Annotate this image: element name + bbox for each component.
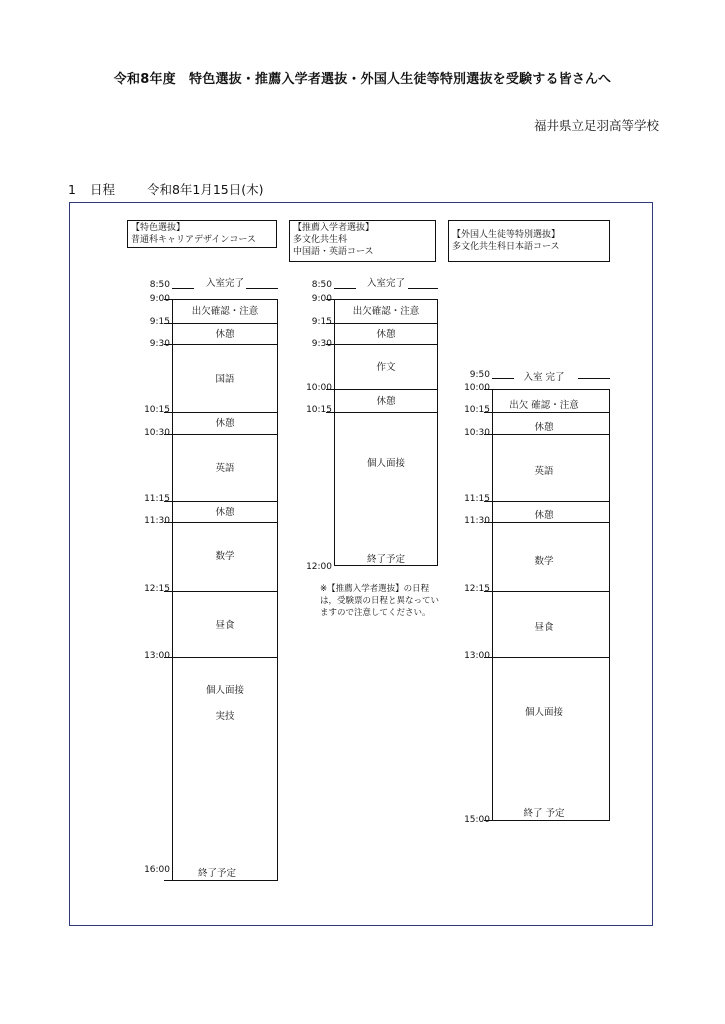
time-label: 10:15 [144, 405, 170, 415]
divider [492, 434, 610, 435]
time-tick [164, 880, 172, 881]
divider [172, 344, 278, 345]
time-tick [484, 591, 492, 592]
time-label: 10:15 [464, 405, 490, 415]
time-label: 15:00 [464, 815, 490, 825]
page-title: 令和8年度 特色選抜・推薦入学者選抜・外国人生徒等特別選抜を受験する皆さんへ [113, 72, 612, 87]
divider [172, 501, 278, 502]
block-label: 出欠確認・注意 [191, 306, 259, 317]
divider [334, 412, 438, 413]
block-label: 英語 [215, 463, 235, 474]
block-label: 入室完了 [366, 278, 405, 289]
block-label: 数学 [215, 551, 235, 562]
time-tick [484, 657, 492, 658]
suisen-note: ※【推薦入学者選抜】の日程は，受験票の日程と異なっていますので注意してください。 [320, 584, 440, 618]
block-label: 休憩 [534, 422, 554, 433]
divider [334, 389, 438, 390]
block-label: 休憩 [534, 510, 554, 521]
block-label: 数学 [534, 556, 554, 567]
section-number: 1 [68, 182, 76, 197]
divider [172, 522, 278, 523]
time-label: 9:30 [311, 339, 332, 349]
block-label: 休憩 [215, 418, 235, 429]
time-label: 9:00 [149, 294, 170, 304]
block-label: 入室完了 [205, 278, 244, 289]
divider [492, 657, 610, 658]
block-label: 終了予定 [197, 868, 236, 879]
time-label: 12:15 [464, 584, 490, 594]
block-label: 出欠 確認・注意 [509, 400, 579, 411]
block-label: 実技 [215, 711, 235, 722]
school-name: 福井県立足羽高等学校 [533, 118, 659, 133]
header-suisen-title: 【推薦入学者選抜】 [293, 223, 375, 233]
time-label: 16:00 [144, 865, 170, 875]
header-tokushoku-title: 【特色選抜】 [131, 223, 186, 233]
time-label: 12:15 [144, 584, 170, 594]
divider [172, 412, 278, 413]
header-gaikokujin-course: 多文化共生科日本語コース [452, 242, 560, 252]
divider [492, 522, 610, 523]
block-label: 昼食 [534, 622, 554, 633]
divider [172, 591, 278, 592]
header-suisen [289, 220, 436, 262]
time-label: 13:00 [464, 651, 490, 661]
time-label: 8:50 [149, 280, 170, 290]
block-label: 国語 [215, 374, 235, 385]
time-label: 10:30 [144, 428, 170, 438]
block-label: 休憩 [376, 396, 396, 407]
block-label: 休憩 [215, 507, 235, 518]
schedule-heading [68, 180, 264, 198]
time-label: 11:15 [144, 494, 170, 504]
time-tick [164, 412, 172, 413]
exam-date: 令和8年1月15日(木) [146, 182, 264, 197]
divider [492, 412, 610, 413]
time-label: 10:30 [464, 428, 490, 438]
section-label: 日程 [89, 182, 115, 197]
block-label: 作文 [376, 362, 396, 373]
time-tick [326, 412, 334, 413]
divider [492, 501, 610, 502]
time-tick [326, 389, 334, 390]
header-gaikokujin-title: 【外国人生徒等特別選抜】 [452, 230, 561, 240]
header-gaikokujin [448, 220, 610, 262]
time-tick [484, 412, 492, 413]
time-label: 11:15 [464, 494, 490, 504]
time-label: 9:30 [149, 339, 170, 349]
time-tick [164, 323, 172, 324]
divider [172, 434, 278, 435]
block-label: 個人面接 [524, 707, 563, 718]
time-tick [164, 501, 172, 502]
header-tokushoku-course: 普通科キャリアデザインコース [131, 235, 256, 245]
time-label: 8:50 [311, 280, 332, 290]
time-tick [164, 344, 172, 345]
time-label: 13:00 [144, 651, 170, 661]
time-label: 9:15 [149, 317, 170, 327]
time-label: 9:50 [469, 370, 490, 380]
time-tick [326, 323, 334, 324]
block-label: 終了予定 [366, 554, 405, 565]
time-label: 11:30 [144, 516, 170, 526]
time-tick [484, 820, 492, 821]
time-tick [164, 657, 172, 658]
divider [492, 591, 610, 592]
block-label: 終了 予定 [523, 808, 565, 819]
time-tick [164, 434, 172, 435]
time-label: 12:00 [306, 562, 332, 572]
timeline-tokushoku [172, 299, 278, 881]
time-tick [164, 522, 172, 523]
time-tick [164, 299, 172, 300]
time-tick [164, 591, 172, 592]
time-label: 9:15 [311, 317, 332, 327]
time-label: 9:00 [311, 294, 332, 304]
block-label: 英語 [534, 466, 554, 477]
divider [172, 657, 278, 658]
timeline-gaikokujin [492, 389, 610, 821]
block-label: 休憩 [215, 329, 235, 340]
time-tick [484, 389, 492, 390]
time-label: 10:00 [464, 383, 490, 393]
block-label: 昼食 [215, 620, 235, 631]
header-tokushoku [127, 220, 277, 248]
block-label: 出欠確認・注意 [352, 306, 420, 317]
header-suisen-dept: 多文化共生科 [293, 235, 348, 245]
block-label: 個人面接 [366, 458, 405, 469]
time-label: 10:00 [306, 383, 332, 393]
time-tick [484, 434, 492, 435]
block-label: 入室 完了 [523, 372, 565, 383]
time-label: 11:30 [464, 516, 490, 526]
time-tick [326, 344, 334, 345]
divider [172, 323, 278, 324]
divider [334, 323, 438, 324]
block-label: 休憩 [376, 329, 396, 340]
time-tick [326, 299, 334, 300]
time-tick [484, 501, 492, 502]
time-label: 10:15 [306, 405, 332, 415]
header-suisen-course: 中国語・英語コース [293, 247, 374, 257]
block-label: 個人面接 [205, 685, 244, 696]
time-tick [484, 522, 492, 523]
divider [334, 344, 438, 345]
